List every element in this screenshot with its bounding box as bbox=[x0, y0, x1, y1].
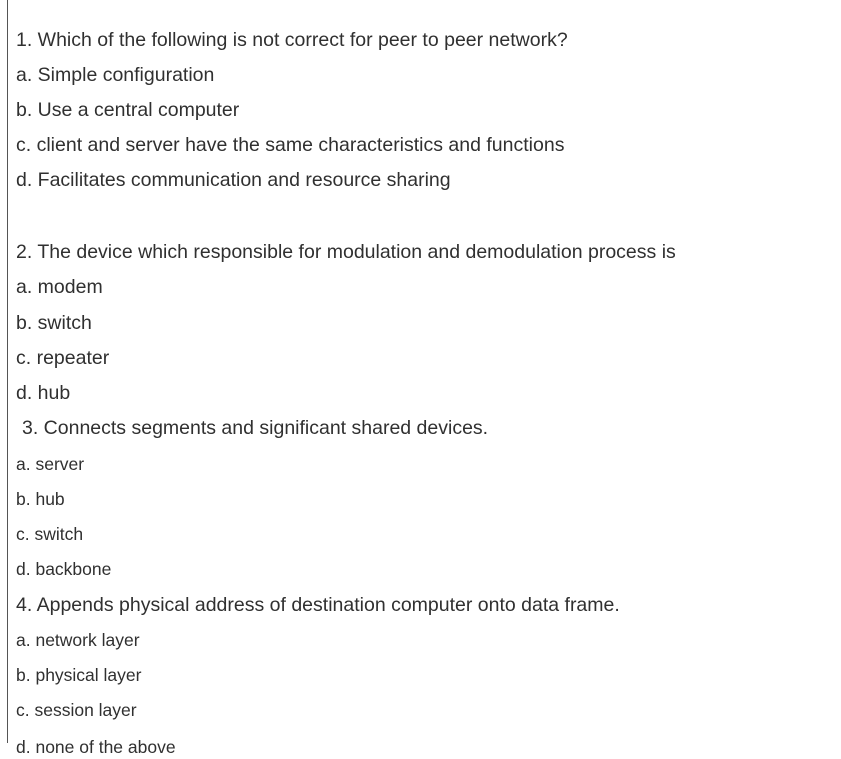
question-2-option-b: b. switch bbox=[16, 312, 92, 334]
question-1-option-a: a. Simple configuration bbox=[16, 64, 215, 86]
question-1-option-d: d. Facilitates communication and resource sharing bbox=[16, 169, 451, 191]
question-1-option-b: b. Use a central computer bbox=[16, 99, 240, 121]
question-2-text: 2. The device which responsible for modulation and demodulation process is bbox=[16, 241, 676, 263]
question-4-option-a: a. network layer bbox=[16, 630, 140, 650]
question-2-option-a: a. modem bbox=[16, 276, 103, 298]
question-3-text: 3. Connects segments and significant shared devices. bbox=[22, 417, 489, 439]
question-2-option-c: c. repeater bbox=[16, 347, 110, 369]
question-1-option-c: c. client and server have the same characteristics and functions bbox=[16, 134, 565, 156]
question-3-option-a: a. server bbox=[16, 454, 85, 474]
question-1-text: 1. Which of the following is not correct for peer to peer network? bbox=[16, 29, 568, 51]
question-4-option-c: c. session layer bbox=[16, 700, 137, 720]
question-4-text: 4. Appends physical address of destination computer onto data frame. bbox=[16, 594, 620, 616]
question-3-option-c: c. switch bbox=[16, 524, 84, 544]
question-3-option-b: b. hub bbox=[16, 489, 65, 509]
question-4-option-d: d. none of the above bbox=[16, 737, 176, 757]
question-2-option-d: d. hub bbox=[16, 382, 71, 404]
question-3-option-d: d. backbone bbox=[16, 559, 112, 579]
question-4-option-b: b. physical layer bbox=[16, 665, 142, 685]
